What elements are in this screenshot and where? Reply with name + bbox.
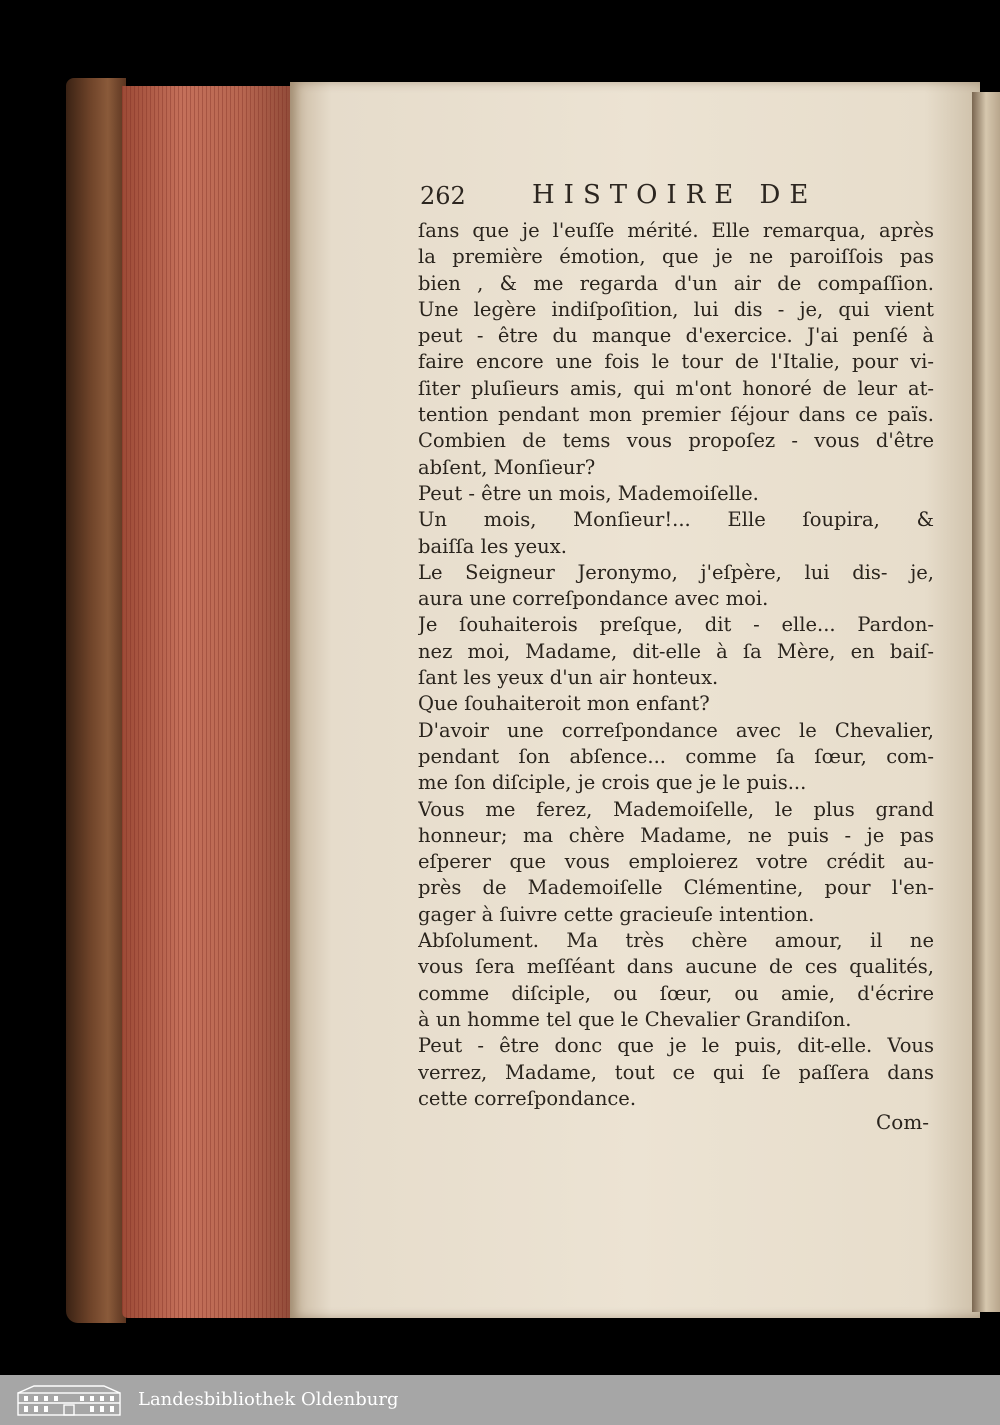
text-line: ſiter pluſieurs amis, qui m'ont honoré de leur at- <box>418 376 934 400</box>
text-line: D'avoir une correſpondance avec le Chevalier, <box>418 718 934 742</box>
text-line: Abſolument. Ma très chère amour, il ne <box>418 929 934 953</box>
text-line: baiſſa les yeux. <box>418 534 567 558</box>
text-line: ſans que je l'euſſe mérité. Elle remarqua, après <box>418 219 934 242</box>
text-line: à un homme tel que le Chevalier Grandiſon. <box>418 1007 852 1031</box>
text-line: Une legère indiſpoſition, lui dis - je, qui vient <box>418 297 934 321</box>
text-line: tention pendant mon premier ſéjour dans ce païs. <box>418 403 934 427</box>
text-line: nez moi, Madame, dit-elle à ſa Mère, en baiſ- <box>418 639 934 663</box>
text-line: verrez, Madame, tout ce qui ſe paſſera dans <box>418 1060 934 1084</box>
text-line: près de Mademoiſelle Clémentine, pour l'en- <box>418 876 934 900</box>
body-text <box>418 218 934 1112</box>
text-line: la première émotion, que je ne paroiſſois pas <box>418 245 934 269</box>
text-line: Un mois, Monſieur!... Elle ſoupira, & <box>418 508 934 532</box>
text-line: Que ſouhaiteroit mon enfant? <box>418 692 710 716</box>
text-line: eſperer que vous emploierez votre crédit au- <box>418 850 934 874</box>
text-line: abſent, Monſieur? <box>418 455 596 479</box>
library-name: Landesbibliothek Oldenburg <box>138 1389 399 1410</box>
text-line: ſant les yeux d'un air honteux. <box>418 666 719 690</box>
text-line: bien , & me regarda d'un air de compaſſion. <box>418 271 934 295</box>
text-line: faire encore une fois le tour de l'Italie, pour vi- <box>418 350 934 374</box>
page-block-edge <box>122 86 294 1318</box>
text-line: vous ſera meſſéant dans aucune de ces qualités, <box>418 955 934 979</box>
text-line: Vous me ferez, Mademoiſelle, le plus grand <box>418 797 934 821</box>
page-header <box>420 180 940 220</box>
text-line: cette correſpondance. <box>418 1086 637 1110</box>
text-line: pendant ſon abſence... comme ſa ſœur, com- <box>418 744 934 768</box>
text-line: gager à ſuivre cette gracieuſe intention. <box>418 902 815 926</box>
text-line: Je ſouhaiterois preſque, dit - elle... Pardon- <box>418 613 934 637</box>
facing-page-edge <box>972 92 1000 1312</box>
footer-bar <box>0 1375 1000 1425</box>
text-line: me ſon diſciple, je crois que je le puis... <box>418 771 807 795</box>
page-number: 262 <box>420 182 466 210</box>
running-title: HISTOIRE DE <box>532 180 818 210</box>
text-line: Le Seigneur Jeronymo, j'eſpère, lui dis- je, <box>418 560 934 584</box>
text-line: Combien de tems vous propoſez - vous d'être <box>418 429 934 453</box>
text-line: Peut - être un mois, Mademoiſelle. <box>418 481 759 505</box>
library-building-logo-icon <box>14 1383 124 1417</box>
text-line: aura une correſpondance avec moi. <box>418 587 769 611</box>
text-line: peut - être du manque d'exercice. J'ai penſé à <box>418 324 934 348</box>
book-cover-spine <box>66 78 126 1323</box>
catchword: Com- <box>876 1110 930 1134</box>
text-line: comme diſciple, ou ſœur, ou amie, d'écrire <box>418 981 934 1005</box>
text-line: Peut - être donc que je le puis, dit-elle. Vous <box>418 1034 934 1058</box>
text-line: honneur; ma chère Madame, ne puis - je pas <box>418 823 934 847</box>
